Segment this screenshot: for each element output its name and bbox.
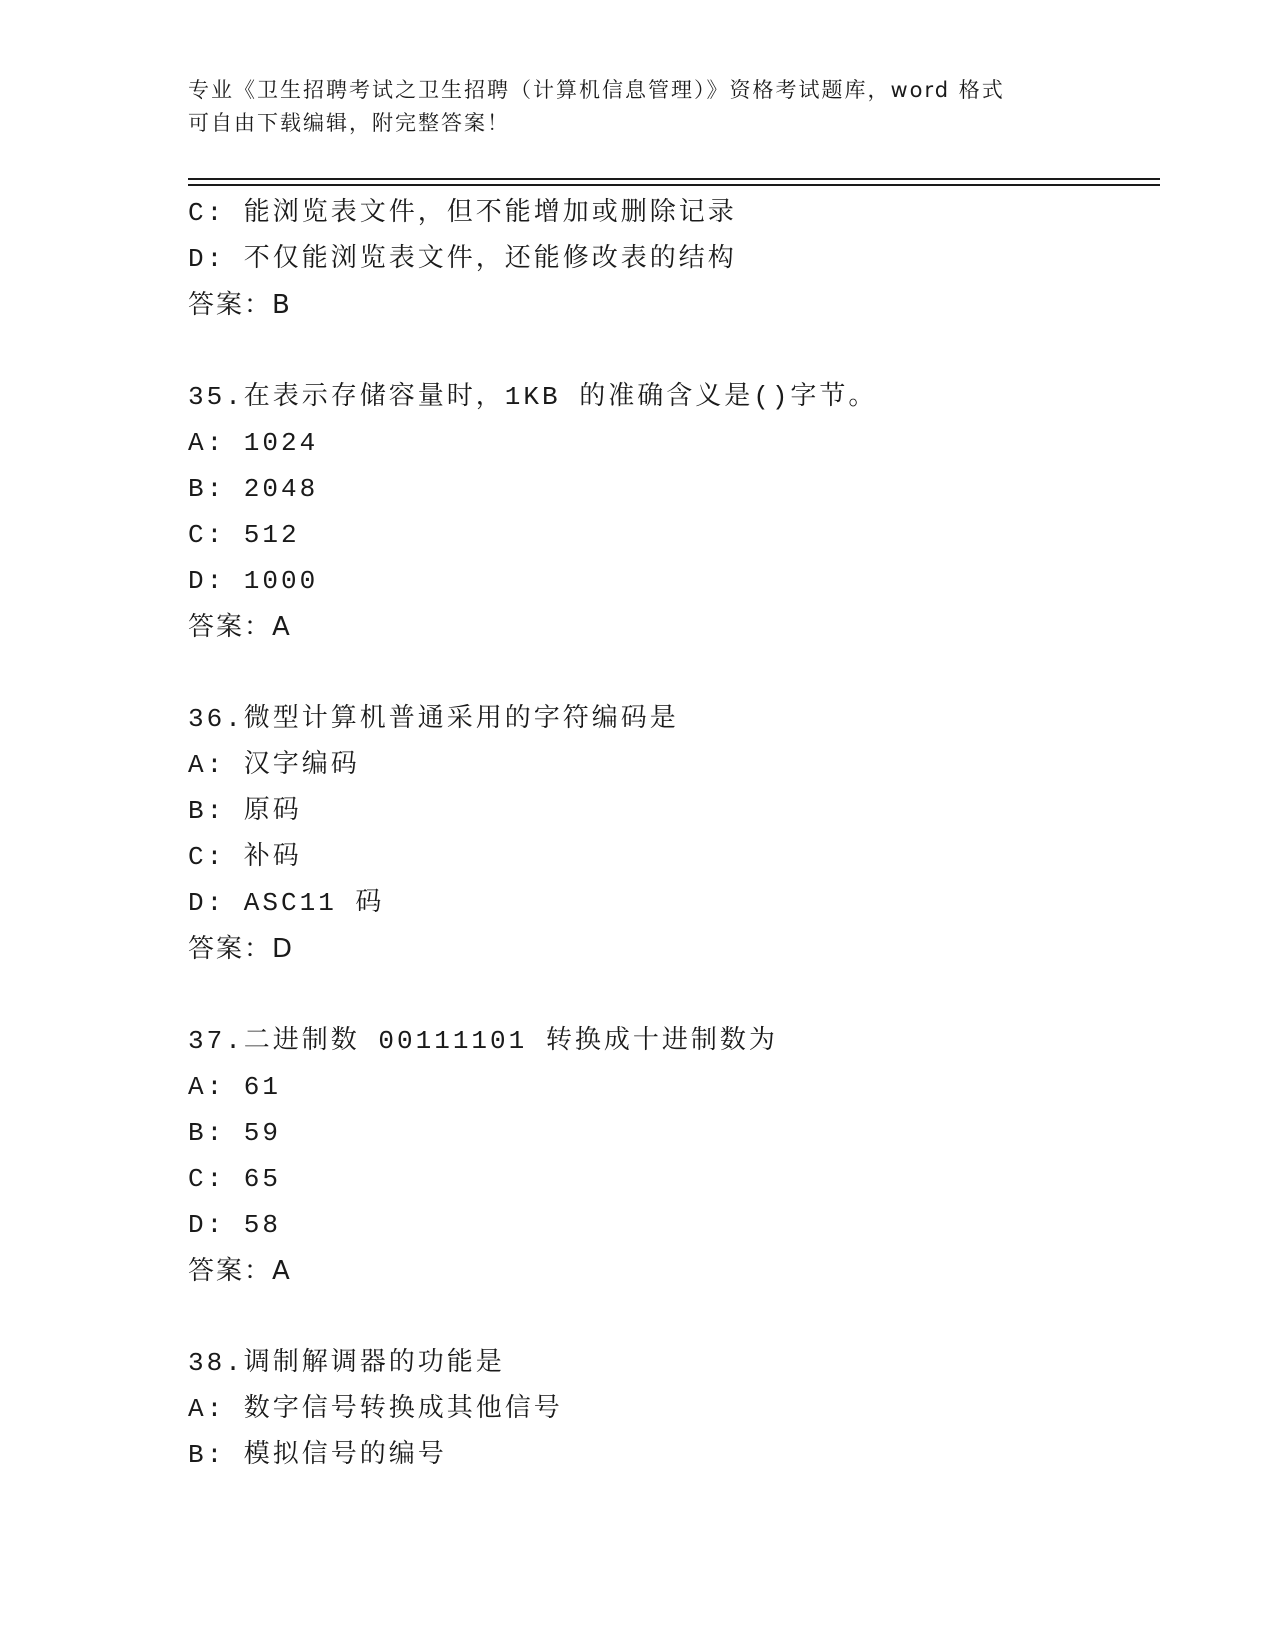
option-d: D: ASC11 码 xyxy=(188,888,385,918)
option-a: A: 数字信号转换成其他信号 xyxy=(188,1394,563,1424)
option-c: C: 能浏览表文件，但不能增加或删除记录 xyxy=(188,198,737,228)
question-stem: 38.调制解调器的功能是 xyxy=(188,1348,505,1378)
header-divider-bottom xyxy=(188,184,1160,186)
option-a: A: 61 xyxy=(188,1072,282,1102)
document-header xyxy=(188,74,1088,140)
option-a: A: 汉字编码 xyxy=(188,750,360,780)
header-line-1: 专业《卫生招聘考试之卫生招聘（计算机信息管理）》资格考试题库，word 格式 xyxy=(188,78,1005,102)
option-c: C: 512 xyxy=(188,520,300,550)
option-b: B: 原码 xyxy=(188,796,302,826)
option-b: B: 59 xyxy=(188,1118,282,1148)
header-line-2: 可自由下载编辑，附完整答案！ xyxy=(188,111,510,135)
option-b: B: 2048 xyxy=(188,474,319,504)
header-divider-top xyxy=(188,178,1160,180)
answer-line: 答案：A xyxy=(188,1256,292,1286)
option-c: C: 补码 xyxy=(188,842,302,872)
option-a: A: 1024 xyxy=(188,428,319,458)
answer-line: 答案：B xyxy=(188,290,292,320)
question-list xyxy=(188,190,1168,1478)
question-stem: 36.微型计算机普通采用的字符编码是 xyxy=(188,704,679,734)
answer-line: 答案：D xyxy=(188,934,295,964)
answer-line: 答案：A xyxy=(188,612,292,642)
question-stem: 35.在表示存储容量时，1KB 的准确含义是()字节。 xyxy=(188,382,878,412)
option-d: D: 1000 xyxy=(188,566,319,596)
option-b: B: 模拟信号的编号 xyxy=(188,1440,447,1470)
option-d: D: 不仅能浏览表文件，还能修改表的结构 xyxy=(188,244,737,274)
option-d: D: 58 xyxy=(188,1210,282,1240)
option-c: C: 65 xyxy=(188,1164,282,1194)
question-stem: 37.二进制数 00111101 转换成十进制数为 xyxy=(188,1026,778,1056)
